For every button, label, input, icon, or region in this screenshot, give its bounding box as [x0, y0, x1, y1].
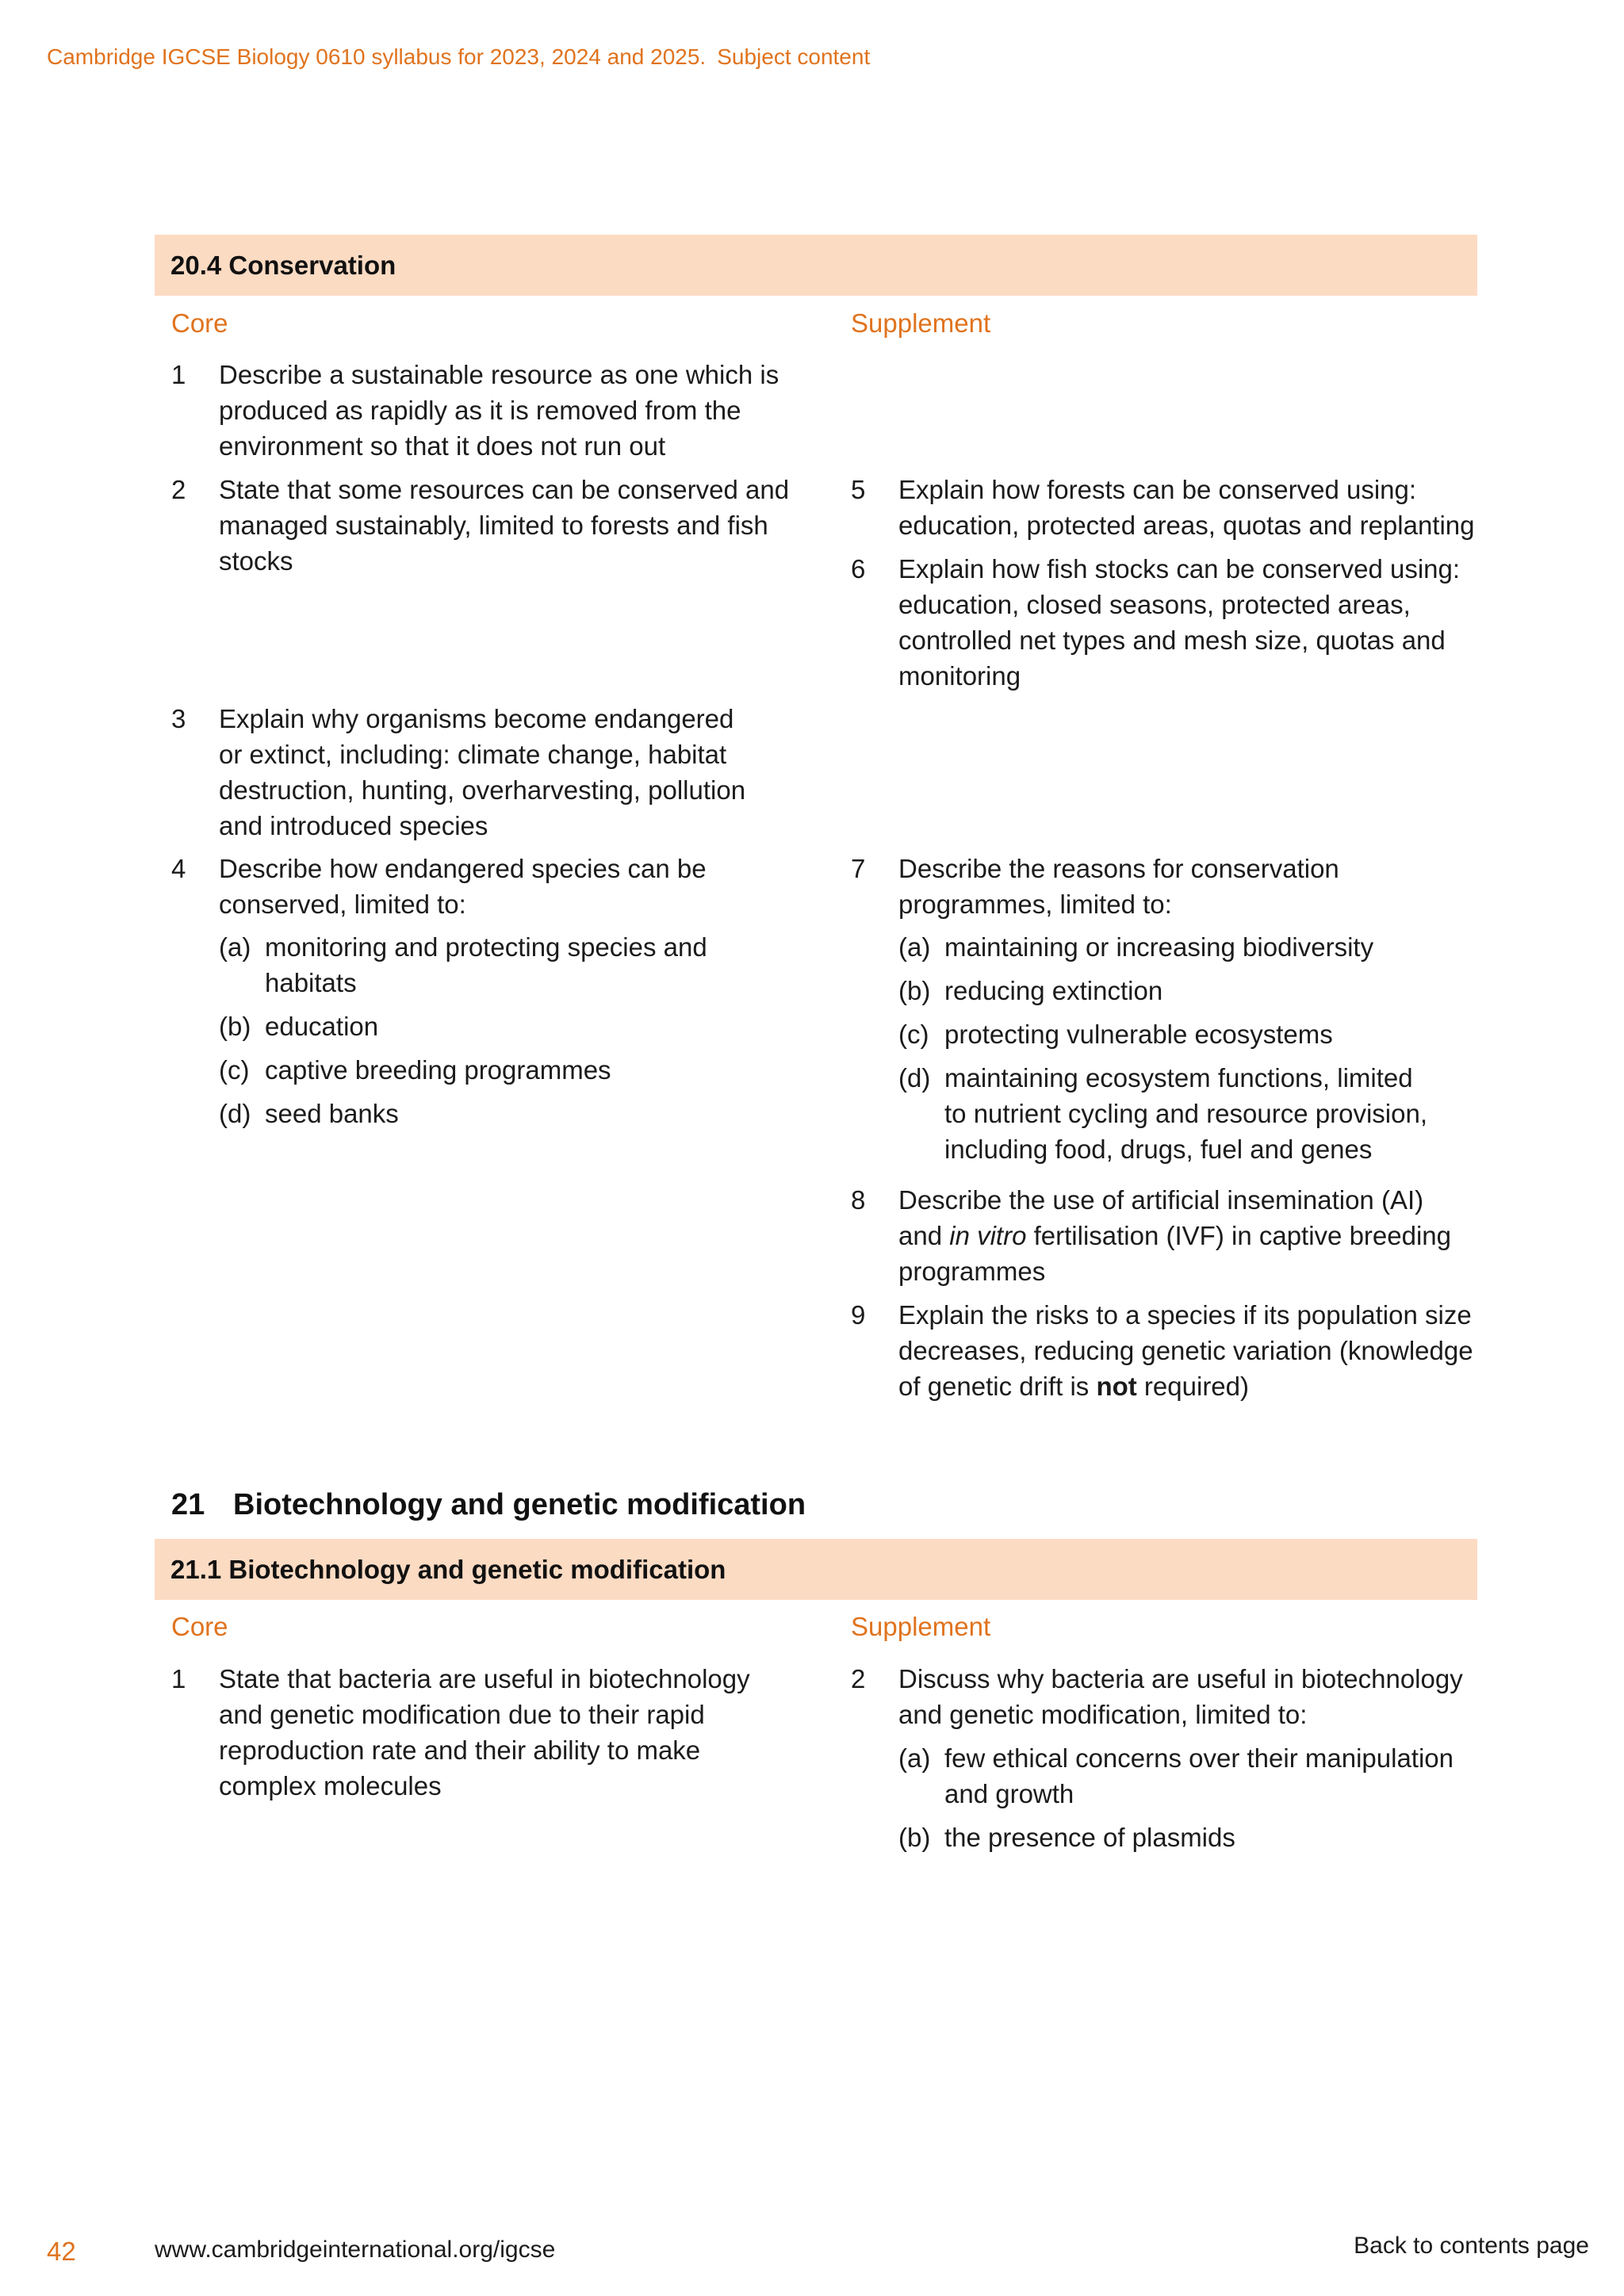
item-text-line: stocks: [219, 546, 293, 576]
item-number: 8: [851, 1185, 866, 1215]
item-text-line: [898, 1368, 1473, 1404]
item-text-line: controlled net types and mesh size, quotas and: [898, 626, 1446, 655]
sub-text-line: the presence of plasmids: [944, 1823, 1235, 1852]
sub-text-line: seed banks: [265, 1099, 399, 1128]
sub-label: (b): [898, 1823, 931, 1852]
item-text-line: complex molecules: [219, 1771, 442, 1800]
item-text-line: and genetic modification due to their rapid: [219, 1700, 705, 1729]
item-text-line: reproduction rate and their ability to make: [219, 1735, 701, 1765]
core-heading: Core: [171, 308, 228, 338]
item-text-line: State that bacteria are useful in biotechnology: [219, 1664, 750, 1693]
sub-text-line: education: [265, 1012, 379, 1041]
item-text-line: State that some resources can be conserved and: [219, 475, 790, 504]
section-number: 21: [171, 1488, 205, 1521]
sub-text-line: few ethical concerns over their manipulation: [944, 1743, 1454, 1773]
sub-label: (b): [219, 1012, 251, 1041]
item-text-line: and introduced species: [219, 811, 488, 840]
supplement-heading: Supplement: [851, 308, 991, 338]
section-band-20-4: 20.4 Conservation: [155, 235, 1477, 296]
text-run: of genetic drift is: [898, 1372, 1097, 1401]
sub-text-line: to nutrient cycling and resource provision,: [944, 1099, 1427, 1128]
section-band-21-1: 21.1 Biotechnology and genetic modification: [155, 1539, 1477, 1600]
back-to-contents-link[interactable]: Back to contents page: [1354, 2233, 1589, 2259]
sub-text-line: habitats: [265, 968, 357, 997]
sub-text-line: captive breeding programmes: [265, 1055, 611, 1085]
item-number: 1: [171, 360, 186, 389]
text-run: and: [898, 1221, 950, 1250]
section-title: Biotechnology and genetic modification: [233, 1488, 806, 1521]
item-text-line: Describe the use of artificial insemination (AI): [898, 1185, 1424, 1215]
sub-label: (a): [898, 932, 931, 962]
core-heading: Core: [171, 1612, 228, 1641]
item-text-line: education, closed seasons, protected areas,: [898, 590, 1411, 619]
item-text-line: produced as rapidly as it is removed from the: [219, 396, 741, 425]
item-text-line: decreases, reducing genetic variation (knowledge: [898, 1336, 1473, 1365]
sub-text-line: maintaining ecosystem functions, limited: [944, 1063, 1413, 1093]
item-number: 6: [851, 554, 866, 584]
item-text-line: Describe how endangered species can be: [219, 854, 707, 883]
sub-label: (d): [219, 1099, 251, 1128]
sub-text-line: maintaining or increasing biodiversity: [944, 932, 1374, 962]
sub-label: (c): [898, 1020, 929, 1049]
item-text-line: programmes, limited to:: [898, 890, 1172, 919]
text-run: required): [1136, 1372, 1249, 1401]
text-run: fertilisation (IVF) in captive breeding: [1026, 1221, 1452, 1250]
item-text-line: Describe a sustainable resource as one which is: [219, 360, 779, 389]
item-text-line: environment so that it does not run out: [219, 431, 666, 461]
item-text-line: education, protected areas, quotas and replanting: [898, 511, 1475, 540]
item-text-line: Describe the reasons for conservation: [898, 854, 1339, 883]
item-text-line: Explain how forests can be conserved using:: [898, 475, 1417, 504]
item-text-line: conserved, limited to:: [219, 890, 466, 919]
item-number: 2: [851, 1664, 866, 1693]
header-title: Cambridge IGCSE Biology 0610 syllabus for 2023, 2024 and 2025.: [47, 44, 707, 69]
page-number: 42: [47, 2237, 76, 2266]
item-text-line: [898, 1218, 1451, 1253]
item-text-line: destruction, hunting, overharvesting, pollution: [219, 775, 746, 805]
header-section: Subject content: [717, 44, 871, 69]
sub-text-line: monitoring and protecting species and: [265, 932, 707, 962]
item-text-line: monitoring: [898, 661, 1021, 691]
item-number: 3: [171, 704, 186, 733]
item-text-line: Explain how fish stocks can be conserved using:: [898, 554, 1461, 584]
item-text-line: and genetic modification, limited to:: [898, 1700, 1308, 1729]
bold-term: not: [1096, 1372, 1137, 1401]
sub-text-line: reducing extinction: [944, 976, 1163, 1005]
sub-label: (b): [898, 976, 931, 1005]
item-text-line: or extinct, including: climate change, habitat: [219, 740, 727, 769]
sub-label: (a): [219, 932, 251, 962]
running-header: [47, 44, 870, 70]
sub-label: (c): [219, 1055, 250, 1085]
supplement-heading: Supplement: [851, 1612, 991, 1641]
sub-text-line: including food, drugs, fuel and genes: [944, 1135, 1373, 1164]
item-text-line: Explain the risks to a species if its population size: [898, 1300, 1472, 1330]
item-text-line: managed sustainably, limited to forests and fish: [219, 511, 768, 540]
sub-text-line: and growth: [944, 1779, 1074, 1808]
section-heading-21: [171, 1488, 806, 1522]
sub-text-line: protecting vulnerable ecosystems: [944, 1020, 1333, 1049]
item-number: 9: [851, 1300, 866, 1330]
item-number: 2: [171, 475, 186, 504]
sub-label: (d): [898, 1063, 931, 1093]
item-number: 4: [171, 854, 186, 883]
website-link[interactable]: www.cambridgeinternational.org/igcse: [155, 2237, 556, 2263]
item-text-line: Explain why organisms become endangered: [219, 704, 734, 733]
item-number: 7: [851, 854, 866, 883]
sub-label: (a): [898, 1743, 931, 1773]
item-number: 5: [851, 475, 866, 504]
italic-term: in vitro: [949, 1221, 1027, 1250]
item-text-line: programmes: [898, 1257, 1046, 1286]
item-number: 1: [171, 1664, 186, 1693]
item-text-line: Discuss why bacteria are useful in biotechnology: [898, 1664, 1463, 1693]
